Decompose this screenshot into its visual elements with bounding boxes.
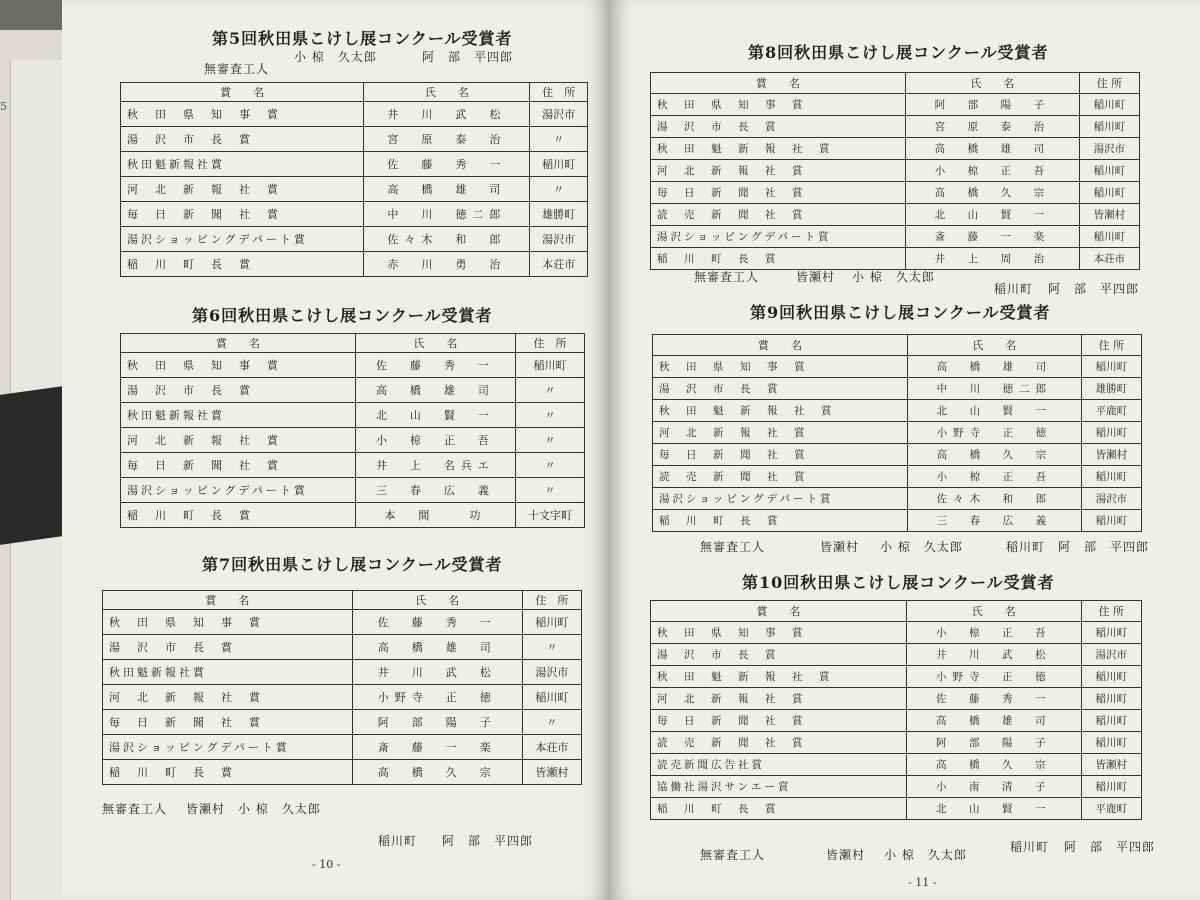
place-cell: 〃: [530, 127, 588, 152]
place-cell: 稲川町: [1081, 688, 1141, 710]
table-row: [651, 688, 1142, 710]
name-cell: 阿 部 陽 子: [905, 94, 1079, 116]
place-cell: 稲川町: [1079, 182, 1139, 204]
prize-cell: 秋 田 県 知 事 賞: [121, 353, 356, 378]
name-cell: 高 橋 雄 司: [364, 177, 530, 202]
header-prize: 賞 名: [651, 73, 906, 94]
table-row: [121, 453, 585, 478]
prize-cell: 湯 沢 市 長 賞: [121, 127, 364, 152]
table-row: [121, 227, 588, 252]
section-9-note-label: 無審査工人: [700, 540, 766, 554]
name-cell: 高 橋 雄 司: [907, 710, 1082, 732]
table-header: [651, 73, 1140, 94]
place-cell: 皆瀬村: [1081, 444, 1141, 466]
name-cell: 三 春 広 義: [355, 478, 515, 503]
table-row: [653, 510, 1142, 532]
place-cell: 平鹿町: [1081, 400, 1141, 422]
place-cell: 湯沢市: [530, 227, 588, 252]
place-cell: 雄勝町: [1081, 378, 1141, 400]
name-cell: 小 椋 正 吾: [907, 466, 1081, 488]
section-7-note-label: 無審査工人: [102, 802, 168, 816]
place-cell: 本荘市: [522, 735, 581, 760]
place-cell: 湯沢市: [522, 660, 581, 685]
section-7-note-name1: 小 椋 久太郎: [238, 802, 321, 816]
prize-cell: 秋 田 魁 新 報 社 賞: [651, 138, 906, 160]
place-cell: 稲川町: [1079, 116, 1139, 138]
table-row: [651, 160, 1140, 182]
place-cell: 皆瀬村: [1079, 204, 1139, 226]
name-cell: 小野寺 正 徳: [352, 685, 522, 710]
section-8-table: [650, 72, 1140, 270]
section-7-note-town: 稲川町: [378, 834, 418, 848]
place-cell: 十文字町: [515, 503, 584, 528]
section-10-note-village: 皆瀬村: [826, 848, 866, 862]
table-row: [121, 478, 585, 503]
name-cell: 斎 藤 一 楽: [352, 735, 522, 760]
name-cell: 赤 川 勇 治: [364, 252, 530, 277]
prize-cell: 河 北 新 報 社 賞: [651, 688, 907, 710]
section-6-table: [120, 333, 585, 528]
table-header: [651, 601, 1142, 622]
section-9-table: [652, 334, 1142, 532]
table-row: [121, 503, 585, 528]
table-row: [651, 644, 1142, 666]
prize-cell: 毎 日 新 聞 社 賞: [653, 444, 908, 466]
prize-cell: 湯 沢 市 長 賞: [121, 378, 356, 403]
header-name: 氏 名: [907, 335, 1081, 356]
prize-cell: 秋 田 県 知 事 賞: [651, 622, 907, 644]
prize-cell: 毎 日 新 聞 社 賞: [121, 453, 356, 478]
header-prize: 賞 名: [651, 601, 907, 622]
section-8-note-name2: 阿 部 平四郎: [1048, 282, 1140, 296]
left-page: [62, 0, 610, 900]
name-cell: 井 川 武 松: [907, 644, 1082, 666]
header-place: 住 所: [1079, 73, 1139, 94]
name-cell: 佐 藤 秀 一: [364, 152, 530, 177]
table-row: [651, 776, 1142, 798]
prize-cell: 読 売 新 聞 社 賞: [653, 466, 908, 488]
place-cell: 稲川町: [1079, 226, 1139, 248]
place-cell: 〃: [515, 428, 584, 453]
table-row: [103, 660, 582, 685]
table-row: [653, 400, 1142, 422]
name-cell: 北 山 賢 一: [907, 400, 1081, 422]
name-cell: 佐々木 和 郎: [364, 227, 530, 252]
header-place: 住 所: [522, 591, 581, 610]
table-row: [651, 94, 1140, 116]
place-cell: 稲川町: [1081, 356, 1141, 378]
right-page: [608, 0, 1200, 900]
table-row: [103, 685, 582, 710]
name-cell: 小 椋 正 吾: [905, 160, 1079, 182]
header-prize: 賞 名: [121, 83, 364, 102]
table-row: [121, 202, 588, 227]
name-cell: 佐々木 和 郎: [907, 488, 1081, 510]
table-row: [653, 466, 1142, 488]
prize-cell: 毎 日 新 聞 社 賞: [651, 710, 907, 732]
name-cell: 高 橋 久 宗: [905, 182, 1079, 204]
table-row: [651, 226, 1140, 248]
name-cell: 高 橋 久 宗: [352, 760, 522, 785]
prize-cell: 稲 川 町 長 賞: [121, 503, 356, 528]
place-cell: 稲川町: [522, 610, 581, 635]
section-8-note-village: 皆瀬村: [796, 270, 836, 284]
name-cell: 斎 藤 一 楽: [905, 226, 1079, 248]
prize-cell: 稲 川 町 長 賞: [651, 798, 907, 820]
table-row: [103, 760, 582, 785]
page-number-left: - 10 -: [312, 858, 341, 871]
place-cell: 〃: [515, 453, 584, 478]
prize-cell: 湯沢ショッピングデパート賞: [651, 226, 906, 248]
place-cell: 〃: [522, 635, 581, 660]
table-row: [103, 610, 582, 635]
prize-cell: 読売新聞広告社賞: [651, 754, 907, 776]
place-cell: 稲川町: [1081, 710, 1141, 732]
section-7-title: 第7回秋田県こけし展コンクール受賞者: [202, 555, 503, 574]
name-cell: 井 川 武 松: [364, 102, 530, 127]
dark-box: [0, 385, 70, 545]
table-row: [121, 177, 588, 202]
section-9-note-name1: 小 椋 久太郎: [880, 540, 963, 554]
place-cell: 稲川町: [1081, 422, 1141, 444]
table-row: [653, 378, 1142, 400]
prize-cell: 秋田魁新報社賞: [103, 660, 353, 685]
section-10-note-name2: 阿 部 平四郎: [1064, 840, 1156, 854]
name-cell: 小 椋 正 吾: [355, 428, 515, 453]
place-cell: 皆瀬村: [522, 760, 581, 785]
edge-text: 5: [0, 100, 7, 113]
section-9-title: 第9回秋田県こけし展コンクール受賞者: [750, 303, 1051, 322]
prize-cell: 河 北 新 報 社 賞: [121, 428, 356, 453]
table-row: [651, 182, 1140, 204]
section-7-note-village: 皆瀬村: [186, 802, 226, 816]
name-cell: 小 椋 正 吾: [907, 622, 1082, 644]
prize-cell: 湯 沢 市 長 賞: [653, 378, 908, 400]
prize-cell: 湯沢ショッピングデパート賞: [103, 735, 353, 760]
place-cell: 稲川町: [1079, 160, 1139, 182]
name-cell: 北 山 賢 一: [355, 403, 515, 428]
section-9-note-village: 皆瀬村: [820, 540, 860, 554]
name-cell: 高 橋 雄 司: [905, 138, 1079, 160]
section-9-note-name2: 阿 部 平四郎: [1058, 540, 1150, 554]
place-cell: 稲川町: [1081, 466, 1141, 488]
place-cell: 〃: [515, 378, 584, 403]
place-cell: 稲川町: [1081, 732, 1141, 754]
prize-cell: 毎 日 新 聞 社 賞: [121, 202, 364, 227]
place-cell: 湯沢市: [1081, 488, 1141, 510]
prize-cell: 読 売 新 聞 社 賞: [651, 732, 907, 754]
table-row: [651, 622, 1142, 644]
name-cell: 井 上 周 治: [905, 248, 1079, 270]
prize-cell: 稲 川 町 長 賞: [651, 248, 906, 270]
name-cell: 三 春 広 義: [907, 510, 1081, 532]
header-prize: 賞 名: [103, 591, 353, 610]
table-header: [121, 334, 585, 353]
section-8-note-name1: 小 椋 久太郎: [852, 270, 935, 284]
name-cell: 小野寺 正 徳: [907, 666, 1082, 688]
table-row: [651, 732, 1142, 754]
table-row: [651, 116, 1140, 138]
table-row: [651, 710, 1142, 732]
place-cell: 稲川町: [1081, 776, 1141, 798]
header-name: 氏 名: [355, 334, 515, 353]
section-5-table: [120, 82, 588, 277]
section-8-note-label: 無審査工人: [694, 270, 760, 284]
place-cell: 稲川町: [1081, 666, 1141, 688]
name-cell: 中 川 徳二郎: [364, 202, 530, 227]
place-cell: 雄勝町: [530, 202, 588, 227]
place-cell: 平鹿町: [1081, 798, 1141, 820]
table-row: [653, 422, 1142, 444]
table-row: [651, 798, 1142, 820]
name-cell: 北 山 賢 一: [907, 798, 1082, 820]
place-cell: 稲川町: [1081, 622, 1141, 644]
table-row: [653, 356, 1142, 378]
name-cell: 小 南 清 子: [907, 776, 1082, 798]
prize-cell: 湯沢ショッピングデパート賞: [121, 227, 364, 252]
section-5-note-name2: 阿 部 平四郎: [422, 50, 514, 64]
prize-cell: 湯 沢 市 長 賞: [651, 116, 906, 138]
name-cell: 阿 部 陽 子: [907, 732, 1082, 754]
name-cell: 小野寺 正 徳: [907, 422, 1081, 444]
prize-cell: 河 北 新 報 社 賞: [653, 422, 908, 444]
prize-cell: 湯 沢 市 長 賞: [103, 635, 353, 660]
table-row: [121, 353, 585, 378]
table-row: [121, 102, 588, 127]
prize-cell: 読 売 新 聞 社 賞: [651, 204, 906, 226]
section-7-note-name2: 阿 部 平四郎: [442, 834, 534, 848]
name-cell: 宮 原 泰 治: [364, 127, 530, 152]
name-cell: 高 橋 久 宗: [907, 754, 1082, 776]
prize-cell: 稲 川 町 長 賞: [653, 510, 908, 532]
table-header: [653, 335, 1142, 356]
table-row: [651, 666, 1142, 688]
header-prize: 賞 名: [653, 335, 908, 356]
table-row: [121, 152, 588, 177]
table-row: [653, 488, 1142, 510]
prize-cell: 稲 川 町 長 賞: [103, 760, 353, 785]
name-cell: 高 橋 久 宗: [907, 444, 1081, 466]
table-row: [651, 138, 1140, 160]
name-cell: 佐 藤 秀 一: [352, 610, 522, 635]
table-row: [121, 127, 588, 152]
section-7-table: [102, 590, 582, 785]
prize-cell: 毎 日 新 聞 社 賞: [651, 182, 906, 204]
header-place: 住 所: [1081, 601, 1141, 622]
header-place: 住 所: [530, 83, 588, 102]
section-10-title: 第10回秋田県こけし展コンクール受賞者: [742, 573, 1055, 592]
name-cell: 井 川 武 松: [352, 660, 522, 685]
name-cell: 阿 部 陽 子: [352, 710, 522, 735]
prize-cell: 河 北 新 報 社 賞: [103, 685, 353, 710]
name-cell: 佐 藤 秀 一: [907, 688, 1082, 710]
page-number-right: - 11 -: [908, 876, 937, 889]
table-row: [121, 403, 585, 428]
table-row: [651, 754, 1142, 776]
place-cell: 湯沢市: [530, 102, 588, 127]
prize-cell: 秋田魁新報社賞: [121, 403, 356, 428]
place-cell: 湯沢市: [1079, 138, 1139, 160]
place-cell: 〃: [522, 710, 581, 735]
prize-cell: 湯沢ショッピングデパート賞: [121, 478, 356, 503]
prize-cell: 秋 田 県 知 事 賞: [121, 102, 364, 127]
section-10-note-label: 無審査工人: [700, 848, 766, 862]
name-cell: 中 川 徳二郎: [907, 378, 1081, 400]
prize-cell: 秋 田 県 知 事 賞: [103, 610, 353, 635]
section-10-note-name1: 小 椋 久太郎: [884, 848, 967, 862]
table-row: [121, 252, 588, 277]
prize-cell: 河 北 新 報 社 賞: [121, 177, 364, 202]
table-row: [653, 444, 1142, 466]
name-cell: 高 橋 雄 司: [907, 356, 1081, 378]
section-5-title: 第5回秋田県こけし展コンクール受賞者: [212, 29, 513, 48]
place-cell: 稲川町: [530, 152, 588, 177]
header-place: 住 所: [1081, 335, 1141, 356]
section-10-table: [650, 600, 1142, 820]
section-5-note-label: 無審査工人: [204, 62, 270, 76]
prize-cell: 湯沢ショッピングデパート賞: [653, 488, 908, 510]
table-header: [103, 591, 582, 610]
prize-cell: 秋 田 魁 新 報 社 賞: [653, 400, 908, 422]
header-name: 氏 名: [905, 73, 1079, 94]
prize-cell: 秋田魁新報社賞: [121, 152, 364, 177]
header-name: 氏 名: [352, 591, 522, 610]
header-name: 氏 名: [364, 83, 530, 102]
prize-cell: 協働社湯沢サンエー賞: [651, 776, 907, 798]
name-cell: 高 橋 雄 司: [352, 635, 522, 660]
section-6-title: 第6回秋田県こけし展コンクール受賞者: [192, 306, 493, 325]
table-row: [121, 378, 585, 403]
header-place: 住 所: [515, 334, 584, 353]
table-row: [651, 248, 1140, 270]
place-cell: 皆瀬村: [1081, 754, 1141, 776]
table-row: [103, 635, 582, 660]
name-cell: 北 山 賢 一: [905, 204, 1079, 226]
prize-cell: 秋 田 県 知 事 賞: [651, 94, 906, 116]
section-5-note-name1: 小 椋 久太郎: [294, 50, 377, 64]
place-cell: 湯沢市: [1081, 644, 1141, 666]
table-row: [651, 204, 1140, 226]
section-8-note-town: 稲川町: [994, 282, 1034, 296]
table-row: [103, 710, 582, 735]
prize-cell: 湯 沢 市 長 賞: [651, 644, 907, 666]
prize-cell: 稲 川 町 長 賞: [121, 252, 364, 277]
name-cell: 佐 藤 秀 一: [355, 353, 515, 378]
name-cell: 高 橋 雄 司: [355, 378, 515, 403]
table-header: [121, 83, 588, 102]
prize-cell: 河 北 新 報 社 賞: [651, 160, 906, 182]
place-cell: 〃: [530, 177, 588, 202]
place-cell: 〃: [515, 403, 584, 428]
place-cell: 稲川町: [1079, 94, 1139, 116]
place-cell: 稲川町: [522, 685, 581, 710]
table-row: [121, 428, 585, 453]
place-cell: 稲川町: [515, 353, 584, 378]
table-row: [103, 735, 582, 760]
place-cell: 稲川町: [1081, 510, 1141, 532]
place-cell: 本荘市: [1079, 248, 1139, 270]
section-9-note-town: 稲川町: [1006, 540, 1046, 554]
place-cell: 本荘市: [530, 252, 588, 277]
prize-cell: 毎 日 新 聞 社 賞: [103, 710, 353, 735]
header-name: 氏 名: [907, 601, 1082, 622]
name-cell: 宮 原 泰 治: [905, 116, 1079, 138]
name-cell: 井 上 名兵エ: [355, 453, 515, 478]
header-prize: 賞 名: [121, 334, 356, 353]
name-cell: 本 間 功: [355, 503, 515, 528]
section-8-title: 第8回秋田県こけし展コンクール受賞者: [748, 43, 1049, 62]
section-10-note-town: 稲川町: [1010, 840, 1050, 854]
place-cell: 〃: [515, 478, 584, 503]
prize-cell: 秋 田 県 知 事 賞: [653, 356, 908, 378]
prize-cell: 秋 田 魁 新 報 社 賞: [651, 666, 907, 688]
